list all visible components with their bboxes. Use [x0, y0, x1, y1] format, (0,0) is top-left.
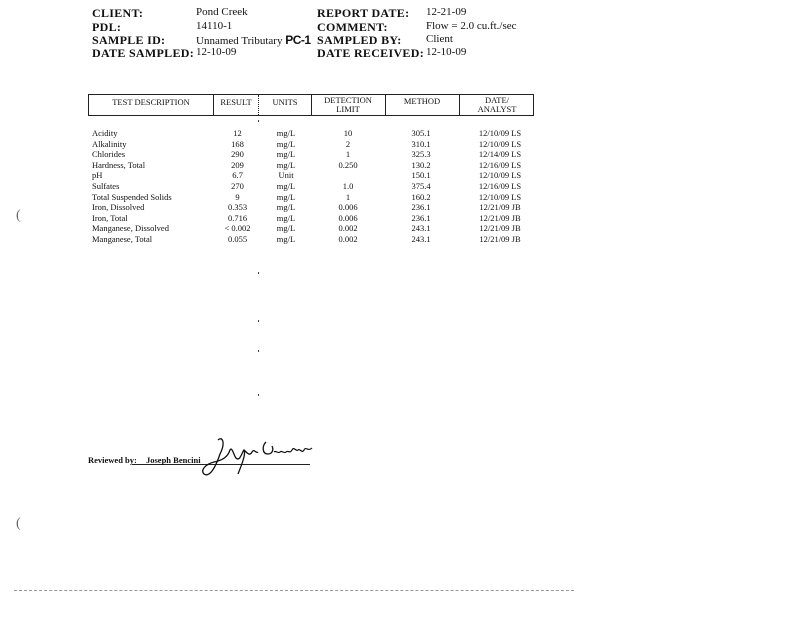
cell-result: 6.7	[232, 170, 243, 181]
cell-result: 209	[231, 159, 244, 170]
cell-result: 12	[233, 128, 242, 138]
cell-date-analyst: 12/21/09 JB	[479, 212, 521, 223]
cell-test-description: Sulfates	[92, 181, 120, 191]
col-detection-limit-line1: DETECTION	[324, 95, 372, 105]
cell-units: mg/L	[276, 202, 296, 213]
cell-method: 130.2	[411, 159, 431, 170]
cell-detection-limit: 0.002	[338, 234, 358, 244]
sampled-by-label: SAMPLED BY:	[317, 33, 402, 47]
cell-method: 325.3	[411, 149, 431, 160]
cell-test-description: Manganese, Dissolved	[92, 223, 169, 234]
scan-speck	[258, 320, 259, 322]
report-date-label: REPORT DATE:	[317, 6, 410, 20]
pdl-value: 14110-1	[196, 20, 233, 32]
sample-id-value	[196, 33, 311, 47]
cell-test-description: Alkalinity	[92, 138, 127, 149]
cell-detection-limit: 2	[345, 138, 351, 149]
cell-units: mg/L	[276, 149, 296, 160]
cell-units: mg/L	[276, 191, 296, 202]
date-sampled-value: 12-10-09	[196, 46, 237, 58]
date-sampled-label: DATE SAMPLED:	[92, 46, 195, 60]
cell-method: 310.1	[411, 138, 431, 149]
scan-speck	[258, 394, 259, 396]
punch-hole-mark: (	[16, 208, 21, 223]
cell-units: mg/L	[276, 181, 296, 191]
cell-method: 236.1	[411, 202, 431, 213]
cell-date-analyst: 12/10/09 LS	[478, 138, 522, 149]
cell-test-description: Manganese, Total	[92, 234, 153, 244]
scan-speck	[258, 272, 259, 274]
cell-test-description: Acidity	[92, 128, 118, 138]
comment-value: Flow = 2.0 cu.ft./sec	[426, 20, 517, 32]
punch-hole-mark: (	[16, 516, 21, 531]
scan-speck	[258, 350, 259, 352]
table-row	[0, 181, 800, 191]
col-detection-limit-line2: LIMIT	[336, 104, 360, 114]
results-table-header	[88, 94, 534, 116]
table-row	[0, 160, 800, 170]
cell-date-analyst: 12/10/09 LS	[478, 170, 522, 181]
scan-speck	[258, 120, 259, 122]
cell-units: mg/L	[276, 234, 296, 244]
table-row	[0, 149, 800, 159]
cell-test-description: Iron, Dissolved	[92, 202, 145, 213]
cell-date-analyst: 12/16/09 LS	[478, 159, 522, 170]
table-row	[0, 234, 800, 244]
cell-test-description: Total Suspended Solids	[92, 191, 172, 202]
table-row	[0, 128, 800, 138]
date-received-value: 12-10-09	[426, 46, 467, 58]
cell-date-analyst: 12/21/09 JB	[479, 202, 521, 213]
cell-units: mg/L	[276, 128, 296, 138]
cell-detection-limit: 0.006	[338, 202, 358, 213]
cell-result: 168	[231, 138, 244, 149]
client-label: CLIENT:	[92, 6, 144, 20]
cell-date-analyst: 12/21/09 JB	[479, 234, 521, 244]
cell-test-description: Iron, Total	[92, 212, 128, 223]
cell-units: Unit	[278, 170, 294, 181]
cell-units: mg/L	[276, 223, 296, 234]
cell-method: 243.1	[411, 223, 431, 234]
cell-date-analyst: 12/10/09 LS	[478, 191, 522, 202]
cell-units: mg/L	[276, 159, 296, 170]
cell-result: 9	[235, 191, 240, 202]
col-detection-limit	[312, 95, 384, 116]
col-method: METHOD	[403, 96, 441, 106]
table-row	[0, 192, 800, 202]
col-units: UNITS	[272, 97, 298, 107]
report-date-value: 12-21-09	[426, 6, 467, 18]
sampled-by-value: Client	[426, 33, 453, 45]
cell-units: mg/L	[276, 138, 296, 149]
col-date-analyst-line2: ANALYST	[477, 104, 517, 114]
signature-text: Joseph Bencini	[258, 478, 265, 479]
cell-date-analyst: 12/14/09 LS	[478, 149, 522, 160]
cell-method: 236.1	[411, 212, 431, 223]
cell-result: 0.055	[227, 234, 248, 244]
cell-test-description: Hardness, Total	[92, 159, 146, 170]
cell-result: 290	[231, 149, 244, 160]
pdl-label: PDL:	[92, 20, 122, 34]
cell-detection-limit: 1.0	[342, 181, 354, 191]
table-row	[0, 223, 800, 233]
sample-id-handwritten: PC-1	[285, 33, 311, 47]
table-row	[0, 170, 800, 180]
cell-detection-limit: 10	[343, 128, 353, 138]
cell-detection-limit: 1	[345, 191, 351, 202]
reviewer-name: Joseph Bencini	[146, 455, 201, 465]
cell-detection-limit: 0.250	[338, 159, 358, 170]
handwritten-signature	[196, 434, 318, 480]
cell-units: mg/L	[276, 212, 296, 223]
client-value: Pond Creek	[196, 6, 248, 18]
cell-detection-limit: 0.006	[338, 212, 358, 223]
cell-method: 150.1	[411, 170, 431, 181]
cell-result: 0.353	[227, 202, 248, 213]
bottom-scan-rule	[14, 590, 574, 591]
cell-date-analyst: 12/16/09 LS	[478, 181, 522, 191]
cell-detection-limit: 0.002	[338, 223, 358, 234]
sample-id-label: SAMPLE ID:	[92, 33, 166, 47]
cell-result: 270	[231, 181, 244, 191]
cell-result: < 0.002	[224, 223, 251, 234]
cell-method: 375.4	[411, 181, 431, 191]
cell-detection-limit: 1	[345, 149, 351, 160]
cell-method: 305.1	[411, 128, 431, 138]
comment-label: COMMENT:	[317, 20, 388, 34]
col-date-analyst	[460, 95, 534, 116]
cell-test-description: Chlorides	[92, 149, 126, 160]
date-received-label: DATE RECEIVED:	[317, 46, 424, 60]
col-test-description: TEST DESCRIPTION	[112, 97, 190, 107]
cell-method: 160.2	[411, 191, 431, 202]
table-row	[0, 213, 800, 223]
table-row	[0, 139, 800, 149]
table-row	[0, 202, 800, 212]
col-date-analyst-line1: DATE/	[484, 95, 510, 105]
sample-id-text: Unnamed Tributary	[196, 35, 283, 47]
cell-test-description: pH	[92, 170, 103, 181]
cell-method: 243.1	[411, 234, 431, 244]
reviewed-by-label: Reviewed by:	[88, 455, 137, 465]
cell-date-analyst: 12/21/09 JB	[479, 223, 521, 234]
cell-result: 0.716	[227, 212, 248, 223]
col-result: RESULT	[220, 97, 252, 107]
cell-date-analyst: 12/10/09 LS	[478, 128, 522, 138]
